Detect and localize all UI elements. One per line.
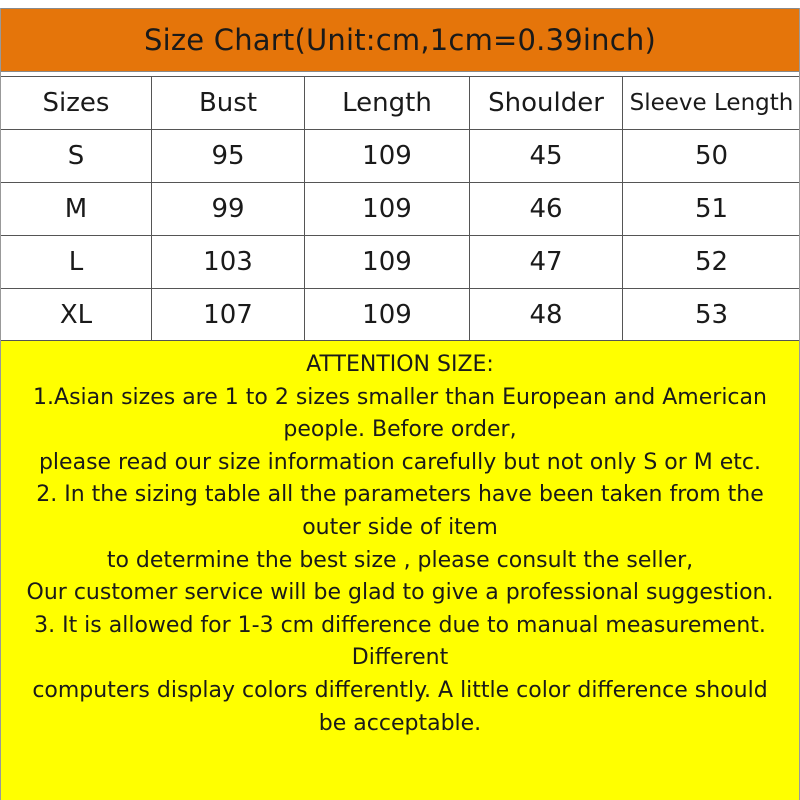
cell-size: XL	[1, 289, 152, 342]
notice-line: people. Before order,	[283, 417, 517, 443]
notice-line: outer side of item	[302, 514, 498, 540]
cell-shoulder: 47	[470, 236, 623, 289]
table-row	[1, 289, 800, 342]
notice-line: Our customer service will be glad to give a professional suggestion.	[26, 580, 774, 606]
cell-length: 109	[305, 236, 470, 289]
notice-line: to determine the best size , please consult the seller,	[106, 547, 694, 573]
cell-length: 109	[305, 183, 470, 236]
header-shoulder: Shoulder	[470, 77, 623, 130]
size-chart-title-bar	[0, 8, 800, 72]
notice-line: please read our size information carefully but not only S or M etc.	[38, 449, 762, 475]
header-sizes: Sizes	[1, 77, 152, 130]
notice-line: computers display colors differently. A little color difference should	[32, 677, 768, 703]
header-sleeve-length: Sleeve Length	[623, 77, 800, 130]
cell-shoulder: 45	[470, 130, 623, 183]
cell-sleeve-length: 51	[623, 183, 800, 236]
attention-notice	[0, 340, 800, 800]
table-row	[1, 236, 800, 289]
table-row	[1, 130, 800, 183]
cell-bust: 107	[152, 289, 305, 342]
size-table	[0, 76, 800, 342]
cell-shoulder: 46	[470, 183, 623, 236]
size-chart-title: Size Chart(Unit:cm,1cm=0.39inch)	[144, 23, 656, 57]
cell-length: 109	[305, 130, 470, 183]
notice-line: be acceptable.	[318, 710, 482, 736]
cell-bust: 103	[152, 236, 305, 289]
notice-line: Different	[351, 645, 449, 671]
cell-size: L	[1, 236, 152, 289]
notice-line: 1.Asian sizes are 1 to 2 sizes smaller than European and American	[33, 384, 767, 410]
cell-bust: 95	[152, 130, 305, 183]
notice-heading: ATTENTION SIZE:	[306, 352, 494, 377]
table-row	[1, 183, 800, 236]
header-length: Length	[305, 77, 470, 130]
notice-line: 2. In the sizing table all the parameters have been taken from the	[36, 482, 764, 508]
cell-sleeve-length: 52	[623, 236, 800, 289]
cell-sleeve-length: 53	[623, 289, 800, 342]
left-border	[0, 8, 1, 800]
table-header-row	[1, 77, 800, 130]
header-bust: Bust	[152, 77, 305, 130]
cell-bust: 99	[152, 183, 305, 236]
notice-line: 3. It is allowed for 1-3 cm difference due to manual measurement.	[34, 612, 766, 638]
cell-size: S	[1, 130, 152, 183]
cell-size: M	[1, 183, 152, 236]
cell-length: 109	[305, 289, 470, 342]
cell-sleeve-length: 50	[623, 130, 800, 183]
cell-shoulder: 48	[470, 289, 623, 342]
